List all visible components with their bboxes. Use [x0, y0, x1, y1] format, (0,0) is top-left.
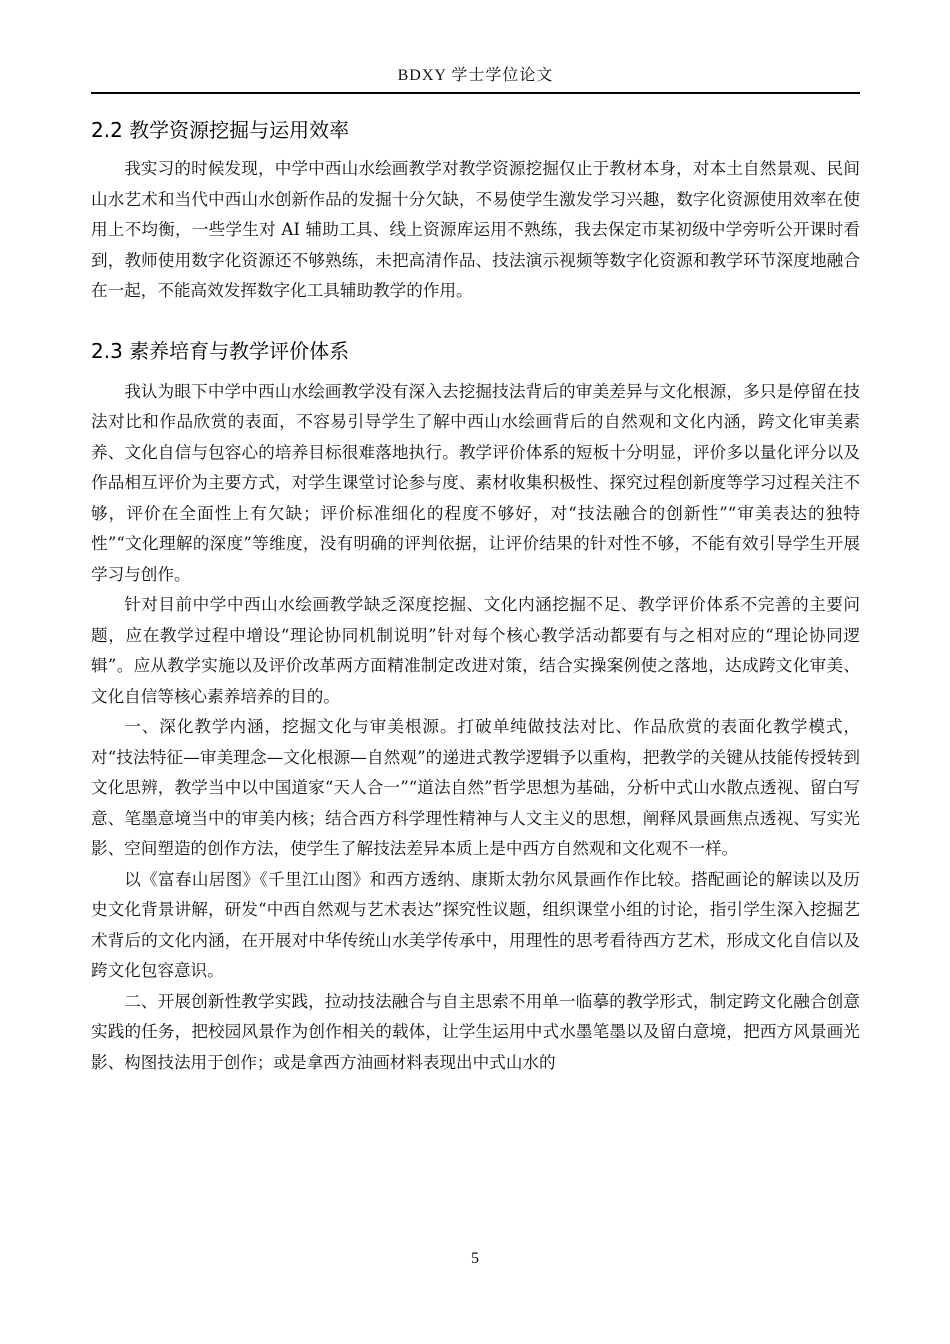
section-2-3-paragraph-5: 二、开展创新性教学实践，拉动技法融合与自主思索不用单一临摹的教学形式，制定跨文化融合创意实践的任务，把校园风景作为创作相关的载体，让学生运用中式水墨笔墨以及留白意境，把西方风景画光影、构图技法用于创作；或是拿西方油画材料表现出中式山水的: [91, 991, 860, 1072]
document-body: [91, 112, 860, 1078]
page-header: [91, 60, 860, 94]
page-number: 5: [471, 1250, 479, 1267]
section-2-2-paragraph-1: 我实习的时候发现，中学中西山水绘画教学对教学资源挖掘仅止于教材本身，对本土自然景观、民间山水艺术和当代中西山水创新作品的发掘十分欠缺，不易使学生激发学习兴趣，数字化资源使用效率在使用上不均衡，一些学生对 AI 辅助工具、线上资源库运用不熟练，我去保定市某初级中学旁听公开课时看到，教师使用数字化资源还不够熟练，未把高清作品、技法演示视频等数字化资源和教学环节深度地融合在一起，不能高效发挥数字化工具辅助教学的作用。: [91, 159, 860, 300]
section-heading-2-3: 2.3 素养培育与教学评价体系: [91, 338, 350, 363]
header-title: BDXY 学士学位论文: [397, 67, 554, 84]
section-2-3-paragraph-3: 一、深化教学内涵，挖掘文化与审美根源。打破单纯做技法对比、作品欣赏的表面化教学模式，对“技法特征—审美理念—文化根源—自然观”的递进式教学逻辑予以重构，把教学的关键从技能传授转到文化思辨，教学当中以中国道家“天人合一”“道法自然”哲学思想为基础，分析中式山水散点透视、留白写意、笔墨意境当中的审美内核；结合西方科学理性精神与人文主义的思想，阐释风景画焦点透视、写实光影、空间塑造的创作方法，使学生了解技法差异本质上是中西方自然观和文化观不一样。: [91, 717, 860, 858]
section-heading-2-2: 2.2 教学资源挖掘与运用效率: [91, 118, 350, 142]
section-2-3-paragraph-1: 我认为眼下中学中西山水绘画教学没有深入去挖掘技法背后的审美差异与文化根源，多只是停留在技法对比和作品欣赏的表面，不容易引导学生了解中西山水绘画背后的自然观和文化内涵，跨文化审美素养、文化自信与包容心的培养目标很难落地执行。教学评价体系的短板十分明显，评价多以量化评分以及作品相互评价为主要方式，对学生课堂讨论参与度、素材收集积极性、探究过程创新度等学习过程关注不够，评价在全面性上有欠缺；评价标准细化的程度不够好，对“技法融合的创新性”“审美表达的独特性”“文化理解的深度”等维度，没有明确的评判依据，让评价结果的针对性不够，不能有效引导学生开展学习与创作。: [91, 381, 860, 584]
section-2-3-paragraph-2: 针对目前中学中西山水绘画教学缺乏深度挖掘、文化内涵挖掘不足、教学评价体系不完善的主要问题，应在教学过程中增设“理论协同机制说明”针对每个核心教学活动都要有与之相对应的“理论协同逻辑”。应从教学实施以及评价改革两方面精准制定改进对策，结合实操案例使之落地，达成跨文化审美、文化自信等核心素养培养的目的。: [91, 595, 860, 706]
section-2-3-paragraph-4: 以《富春山居图》《千里江山图》和西方透纳、康斯太勃尔风景画作作比较。搭配画论的解读以及历史文化背景讲解，研发“中西自然观与艺术表达”探究性议题，组织课堂小组的讨论，指引学生深入挖掘艺术背后的文化内涵，在开展对中华传统山水美学传承中，用理性的思考看待西方艺术，形成文化自信以及跨文化包容意识。: [91, 869, 860, 980]
